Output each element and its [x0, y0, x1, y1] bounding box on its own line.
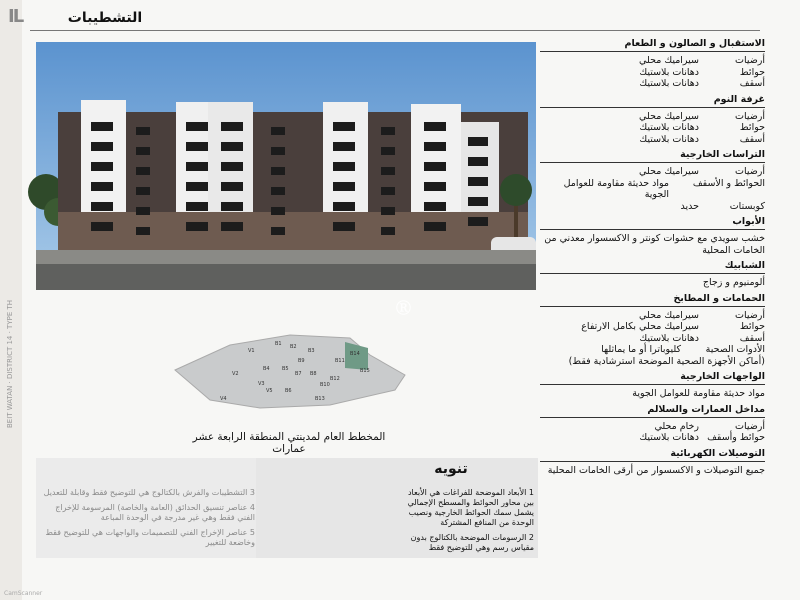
site-map-drawing: [170, 330, 405, 410]
note-item: 5 عناصر الإخراج الفني للتصميمات والواجهات هي للتوضيح فقط وخاضعة للتغيير: [45, 528, 255, 547]
spec-windows: [540, 258, 765, 289]
spec-heading: الأبواب: [540, 214, 765, 230]
spec-bedroom: [540, 92, 765, 146]
spec-note: (أماكن الأجهزة الصحية الموضحة استرشادية فقط): [568, 355, 765, 367]
spec-heading: الواجهات الخارجية: [540, 369, 765, 385]
photo-watermark: Ⓡ: [396, 299, 414, 317]
spec-text: مواد حديثة مقاومة للعوامل الجوية: [632, 388, 765, 399]
scanner-watermark: CamScanner: [4, 590, 43, 597]
map-label-9: B7: [295, 371, 302, 377]
finishes-spec-list: [540, 36, 765, 478]
brand-logo: IL: [8, 6, 23, 27]
notes-column-right: [398, 488, 534, 558]
spec-row: الحوائط و الأسقف مواد حديثة مقاومة للعوامل الجوية: [563, 177, 765, 200]
spec-reception: [540, 36, 765, 90]
map-label-17: B6: [285, 388, 292, 394]
spec-row: حوائط وأسقف دهانات بلاستيك: [639, 432, 765, 443]
map-label-11: B10: [320, 382, 330, 388]
spec-row: أسقف دهانات بلاستيك: [639, 332, 765, 344]
map-label-1: B1: [275, 341, 282, 347]
map-label-12: B11: [335, 358, 345, 364]
spec-heading: الشبابيك: [540, 258, 765, 274]
spec-doors: [540, 214, 765, 256]
map-label-2: B2: [290, 344, 297, 350]
notes-column-left: [40, 488, 255, 553]
spec-text: ألومنيوم و زجاج: [702, 277, 765, 288]
notes-title: تنويه: [434, 461, 468, 477]
spec-heading: غرفة النوم: [540, 92, 765, 108]
spec-heading: التوصيلات الكهربائية: [540, 446, 765, 462]
spec-electrical: [540, 446, 765, 477]
spec-entrances: [540, 402, 765, 444]
building-illustration: [36, 42, 536, 290]
spec-row: أرضيات سيراميك محلي: [639, 110, 765, 122]
map-label-18: B9: [298, 358, 305, 364]
spec-row: أرضيات سيراميك محلي: [639, 55, 765, 66]
spec-bath-kitchen: [540, 291, 765, 368]
site-map: [170, 330, 405, 410]
spec-text: جميع التوصيلات و الاكسسوار من أرقى الخامات المحلية: [547, 464, 765, 476]
spec-row: أسقف دهانات بلاستيك: [639, 133, 765, 145]
spec-heading: الحمامات و المطابخ: [540, 291, 765, 307]
map-label-10: B8: [310, 371, 317, 377]
map-label-3: B3: [308, 348, 315, 354]
spec-row: أرضيات سيراميك محلي: [639, 309, 765, 321]
spec-facades: [540, 369, 765, 400]
spec-row: حوائط دهانات بلاستيك: [639, 122, 765, 133]
page-title: التشطيبات: [67, 10, 143, 26]
map-label-16: V4: [220, 396, 227, 402]
spec-heading: الاستقبال و الصالون و الطعام: [540, 36, 765, 52]
spec-row: حوائط سيراميك محلي بكامل الارتفاع: [581, 321, 765, 332]
map-label-14: B13: [315, 396, 325, 402]
spec-row: حوائط دهانات بلاستيك: [639, 66, 765, 78]
map-caption: المخطط العام لمدينتي المنطقة الرابعة عشر عمارات: [192, 431, 386, 455]
note-item: 3 التشطيبات والفرش بالكتالوج هي للتوضيح فقط وقابلة للتعديل: [43, 488, 255, 497]
map-label-4: B14: [350, 351, 360, 357]
spec-row: الأدوات الصحية كليوباترا أو ما يماثلها: [601, 344, 765, 355]
map-label-19: V5: [266, 388, 273, 394]
spec-heading: التراسات الخارجية: [540, 147, 765, 163]
spec-heading: مداخل العمارات والسلالم: [540, 402, 765, 418]
map-label-8: B5: [282, 366, 289, 372]
note-item: 1 الأبعاد الموضحة للفراغات هي الأبعاد بين محاور الحوائط والمسطح الإجمالي يشمل سمك الحوائط الخارجية ونصيب الوحدة من المنافع المشتركة: [407, 488, 534, 527]
spec-text: خشب سويدي مع حشوات كونتر و الاكسسوار معدني من الخامات المحلية: [544, 233, 765, 256]
map-label-13: B12: [330, 376, 340, 382]
title-divider: [30, 30, 760, 31]
vertical-caption: BEIT WATAN · DISTRICT 14 · TYPE TH: [6, 299, 14, 429]
spec-row: كوبستات حديد: [680, 200, 765, 212]
map-label-7: B4: [263, 366, 270, 372]
spec-row: أرضيات سيراميك محلي: [639, 166, 765, 177]
note-item: 4 عناصر تنسيق الحدائق (العامة والخاصة) المرسومة للإخراج الفني فقط وهي غير مدرجة في الوحدة المباعة: [55, 503, 255, 522]
map-label-0: V1: [248, 348, 255, 354]
map-label-5: B15: [360, 368, 370, 374]
spec-terraces: [540, 147, 765, 212]
map-label-15: V3: [258, 381, 265, 387]
page-binding-edge: [0, 0, 22, 600]
notes-box: [256, 458, 538, 558]
spec-row: أسقف دهانات بلاستيك: [639, 78, 765, 89]
map-label-6: V2: [232, 371, 239, 377]
spec-row: أرضيات رخام محلي: [654, 420, 765, 432]
building-photo: [36, 42, 536, 317]
note-item: 2 الرسومات الموضحة بالكتالوج بدون مقياس رسم وهي للتوضيح فقط: [410, 533, 534, 552]
